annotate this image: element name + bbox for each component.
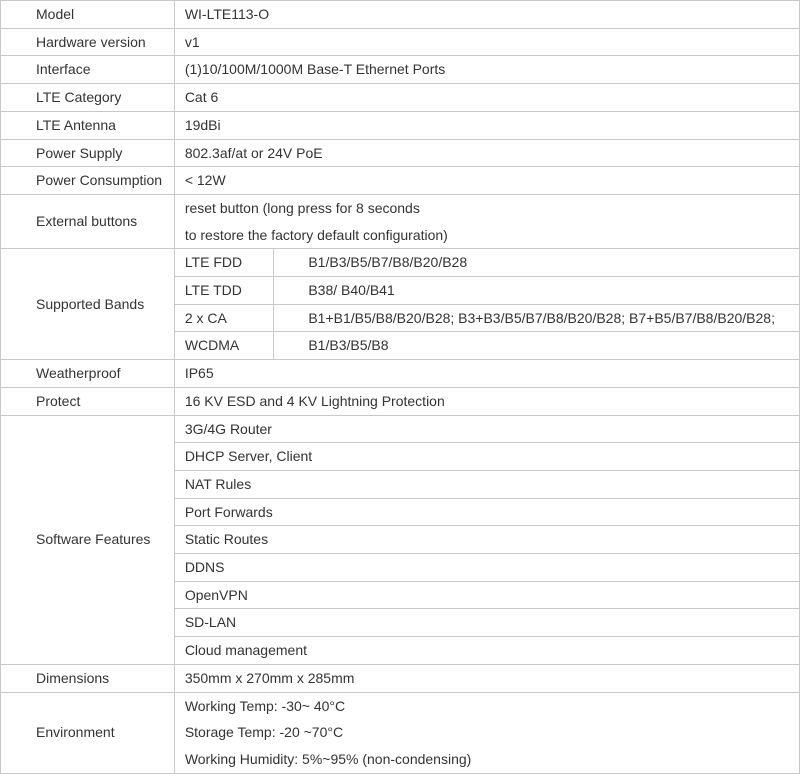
band-value: B1+B1/B5/B8/B20/B28; B3+B3/B5/B7/B8/B20/B28; B7+B5/B7/B8/B20/B28; — [274, 304, 800, 332]
table-row — [1, 194, 800, 221]
feature-item: Port Forwards — [174, 498, 799, 526]
band-name: 2 x CA — [174, 304, 274, 332]
feature-item: NAT Rules — [174, 470, 799, 498]
row-value-line: Working Humidity: 5%~95% (non-condensing) — [174, 746, 799, 773]
feature-item: Cloud management — [174, 637, 799, 665]
row-label: Weatherproof — [1, 360, 175, 388]
row-label: Hardware version — [1, 28, 175, 56]
row-value: 350mm x 270mm x 285mm — [174, 664, 799, 692]
row-label: Software Features — [1, 415, 175, 664]
row-value-line: Storage Temp: -20 ~70°C — [174, 719, 799, 746]
row-label: Model — [1, 1, 175, 29]
table-row — [1, 1, 800, 29]
row-value-line: to restore the factory default configuration) — [174, 222, 799, 249]
feature-item: DDNS — [174, 554, 799, 582]
band-name: LTE FDD — [174, 249, 274, 277]
feature-item: Static Routes — [174, 526, 799, 554]
row-label: Protect — [1, 387, 175, 415]
table-row — [1, 139, 800, 167]
feature-item: DHCP Server, Client — [174, 443, 799, 471]
row-value-line: reset button (long press for 8 seconds — [174, 194, 799, 221]
row-value: 19dBi — [174, 111, 799, 139]
feature-item: OpenVPN — [174, 581, 799, 609]
row-label: Power Supply — [1, 139, 175, 167]
band-value: B1/B3/B5/B8 — [274, 332, 800, 360]
row-label: Interface — [1, 56, 175, 84]
row-value: Cat 6 — [174, 84, 799, 112]
table-row — [1, 360, 800, 388]
table-row — [1, 111, 800, 139]
row-value: 16 KV ESD and 4 KV Lightning Protection — [174, 387, 799, 415]
table-row — [1, 56, 800, 84]
row-value: IP65 — [174, 360, 799, 388]
feature-item: 3G/4G Router — [174, 415, 799, 443]
band-value: B1/B3/B5/B7/B8/B20/B28 — [274, 249, 800, 277]
feature-item: SD-LAN — [174, 609, 799, 637]
row-label: Power Consumption — [1, 167, 175, 195]
row-value: 802.3af/at or 24V PoE — [174, 139, 799, 167]
row-label: LTE Antenna — [1, 111, 175, 139]
table-row — [1, 28, 800, 56]
table-row — [1, 84, 800, 112]
row-label: Supported Bands — [1, 249, 175, 360]
band-name: WCDMA — [174, 332, 274, 360]
row-label: Dimensions — [1, 664, 175, 692]
row-value-line: Working Temp: -30~ 40°C — [174, 692, 799, 719]
row-label: Environment — [1, 692, 175, 773]
table-row — [1, 692, 800, 719]
row-value: WI-LTE113-O — [174, 1, 799, 29]
table-row — [1, 664, 800, 692]
band-value: B38/ B40/B41 — [274, 277, 800, 305]
row-value: v1 — [174, 28, 799, 56]
table-row — [1, 415, 800, 443]
table-row — [1, 167, 800, 195]
table-row — [1, 387, 800, 415]
row-label: External buttons — [1, 194, 175, 248]
row-value: (1)10/100M/1000M Base-T Ethernet Ports — [174, 56, 799, 84]
band-name: LTE TDD — [174, 277, 274, 305]
table-row — [1, 249, 800, 277]
row-value: < 12W — [174, 167, 799, 195]
row-label: LTE Category — [1, 84, 175, 112]
